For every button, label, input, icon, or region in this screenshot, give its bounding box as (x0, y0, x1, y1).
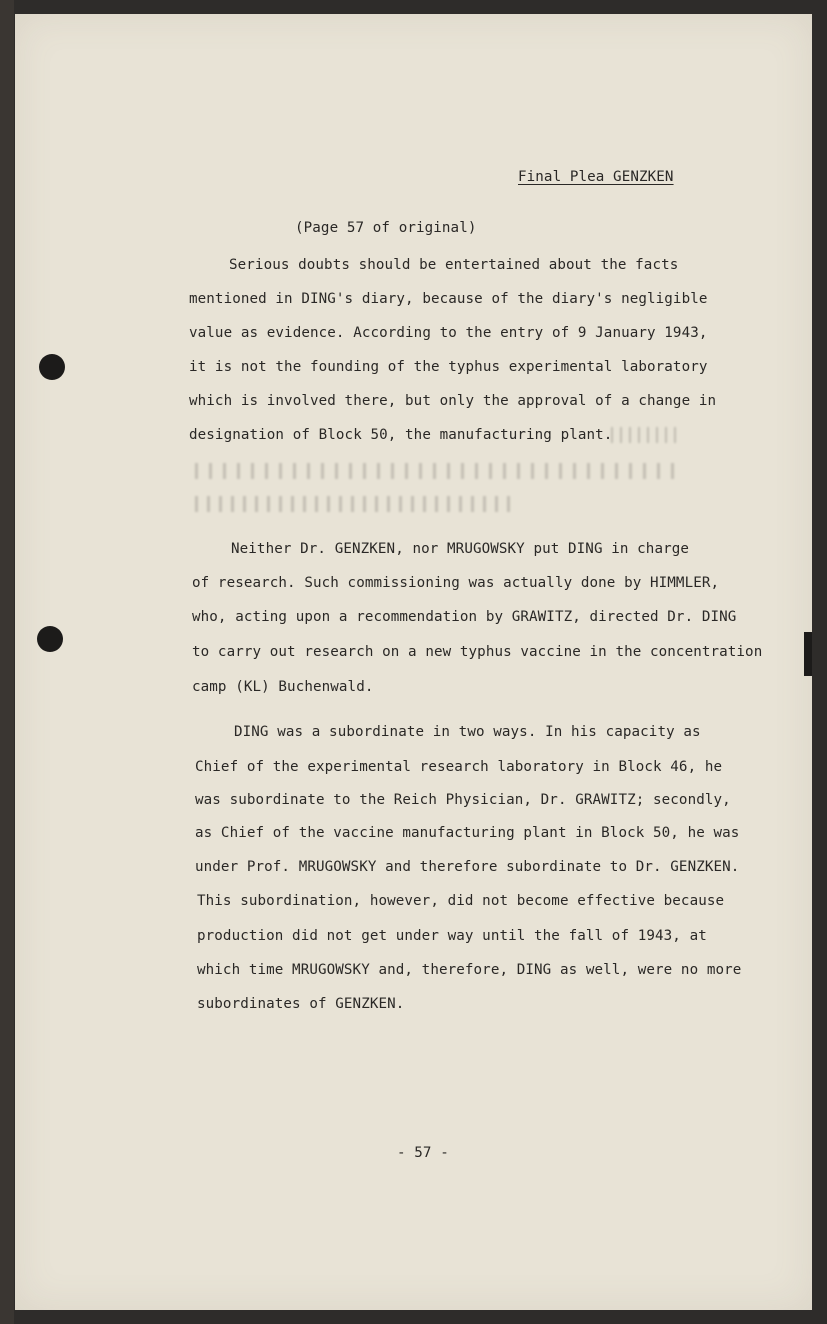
page-note: (Page 57 of original) (295, 220, 477, 236)
paragraph-3-line-9: subordinates of GENZKEN. (197, 996, 405, 1012)
paragraph-2-line-4: to carry out research on a new typhus vaccine in the concentration (192, 644, 763, 660)
paragraph-2-line-1: Neither Dr. GENZKEN, nor MRUGOWSKY put DING in charge (231, 541, 690, 557)
paragraph-2-line-2: of research. Such commissioning was actually done by HIMMLER, (192, 575, 720, 591)
paragraph-3-line-4: as Chief of the vaccine manufacturing plant in Block 50, he was (195, 825, 740, 841)
paragraph-3-line-1: DING was a subordinate in two ways. In his capacity as (234, 724, 701, 740)
paragraph-1-line-3: value as evidence. According to the entry of 9 January 1943, (189, 325, 708, 341)
paragraph-1-line-1: Serious doubts should be entertained about the facts (229, 257, 679, 273)
faded-text-2 (195, 463, 685, 479)
document-header: Final Plea GENZKEN (518, 169, 674, 185)
paragraph-1-line-6: designation of Block 50, the manufacturing plant. (189, 427, 613, 443)
paragraph-3-line-5: under Prof. MRUGOWSKY and therefore subordinate to Dr. GENZKEN. (195, 859, 740, 875)
paragraph-3-line-8: which time MRUGOWSKY and, therefore, DING as well, were no more (197, 962, 742, 978)
faded-text-3 (195, 496, 515, 512)
paragraph-1-line-5: which is involved there, but only the approval of a change in (189, 393, 717, 409)
faded-text-1 (611, 427, 681, 443)
paragraph-1-line-4: it is not the founding of the typhus experimental laboratory (189, 359, 708, 375)
paper-sheet (15, 14, 812, 1310)
punch-hole-bottom (37, 626, 63, 652)
paper-edge-tear (804, 632, 812, 676)
paragraph-1-line-2: mentioned in DING's diary, because of the diary's negligible (189, 291, 708, 307)
paragraph-2-line-3: who, acting upon a recommendation by GRAWITZ, directed Dr. DING (192, 609, 737, 625)
page-number: - 57 - (397, 1145, 449, 1161)
paragraph-3-line-2: Chief of the experimental research laboratory in Block 46, he (195, 759, 723, 775)
paragraph-3-line-3: was subordinate to the Reich Physician, Dr. GRAWITZ; secondly, (195, 792, 731, 808)
punch-hole-top (39, 354, 65, 380)
paragraph-2-line-5: camp (KL) Buchenwald. (192, 679, 374, 695)
paragraph-3-line-6: This subordination, however, did not become effective because (197, 893, 725, 909)
paragraph-3-line-7: production did not get under way until the fall of 1943, at (197, 928, 707, 944)
